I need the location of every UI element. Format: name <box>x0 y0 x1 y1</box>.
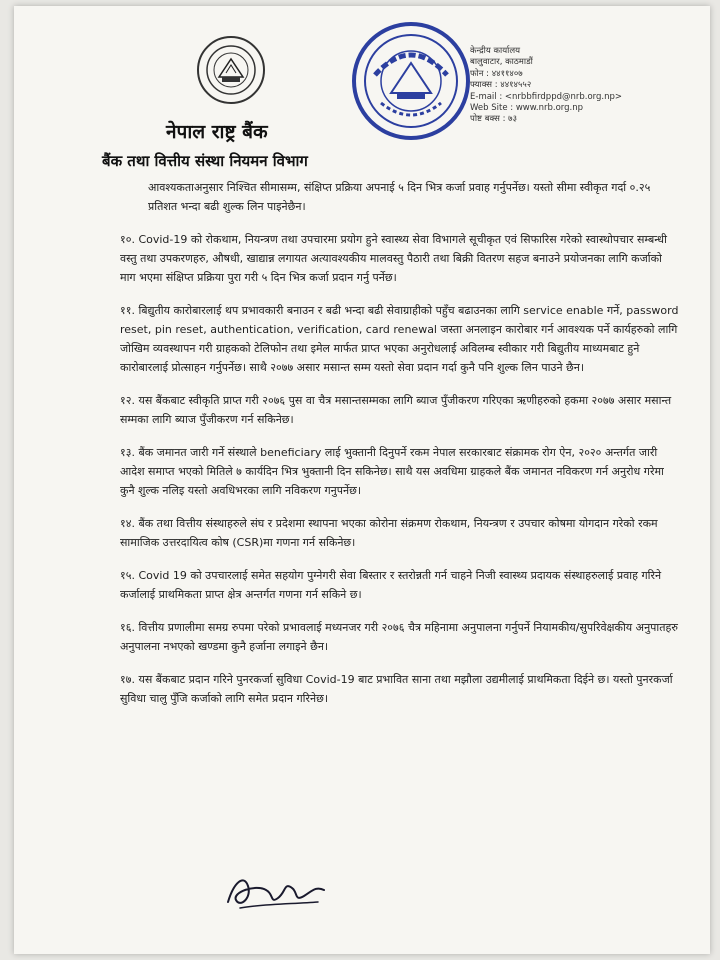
address-line: केन्द्रीय कार्यालय <box>470 46 521 56</box>
item-number: १३. <box>120 446 135 459</box>
item-text: Covid-19 को रोकथाम, नियन्त्रण तथा उपचारमा प्रयोग हुने स्वास्थ्य सेवा विभागले सूचीकृत एवं सिफारिस गरेको स्वास्थोपचार सम्बन्धी वस्तु तथा उपकरणहरु, औषधी, खाद्यान्न लगायत अत्यावश्यकीय मालवस्तु पैठारी तथा बिक्री वितरण सहज बनाउने प्रयोजनका लागि कर्जाको माग भएमा संक्षिप्त प्रक्रिया पुरा गरी ५ दिन भित्र कर्जा प्रदान गर्नु पर्नेछ। <box>120 233 667 284</box>
fax-line: फ्याक्स : ४४१४५५२ <box>470 80 532 91</box>
intro-paragraph: आवश्यकताअनुसार निश्चित सीमासम्म, संक्षिप्त प्रक्रिया अपनाई ५ दिन भित्र कर्जा प्रवाह गर्नुपर्नेछ। यस्तो सीमा स्वीकृत गर्दा ०.२५ प्रतिशत भन्दा बढी शुल्क लिन पाइनेछैन। <box>148 181 651 213</box>
phone-line: फोन : ४४११४०७ <box>470 68 523 79</box>
list-item <box>120 618 680 656</box>
list-item <box>120 514 680 552</box>
email-line: E-mail : <nrbbfirdppd@nrb.org.np> <box>470 91 623 102</box>
item-text: बिद्युतीय कारोबारलाई थप प्रभावकारी बनाउन र बढी भन्दा बढी सेवाग्राहीको पहुँच बढाउनका लागि service enable गर्ने, password reset, pin reset, authentication, verification, card renewal जस्ता अनलाइन कारोबार गर्न आवश्यक पर्ने कार्यहरुको लागि जोखिम व्यवस्थापन गरी ग्राहकको टेलिफोन तथा इमेल मार्फत प्राप्त भएका अनुरोधलाई अविलम्ब स्वीकार गरी बिद्युतीय माध्यमबाट हुने कारोबारलाई प्रोत्साहन गर्नुपर्नेछ। साथै २०७७ असार मसान्त सम्म यस्तो सेवा प्रदान गर्दा कुनै पनि शुल्क लिन पाउने छैन। <box>120 304 679 374</box>
item-number: १४. <box>120 517 135 530</box>
item-number: ११. <box>120 304 135 317</box>
item-number: १५. <box>120 569 135 582</box>
list-item <box>120 391 680 429</box>
item-number: १०. <box>120 233 135 246</box>
address-line: बालुवाटार, काठमाडौं <box>470 57 533 68</box>
document-body <box>120 178 680 722</box>
item-number: १२. <box>120 394 135 407</box>
po-box-line: पोष्ट बक्स : ७३ <box>470 114 517 125</box>
item-text: वित्तीय प्रणालीमा समग्र रुपमा परेको प्रभावलाई मध्यनजर गरी २०७६ चैत्र महिनामा अनुपालना गर्नुपर्ने नियामकीय/सुपरिवेक्षकीय अनुपातहरु अनुपालना नभएको खण्डमा कुनै हर्जाना लगाइने छैन। <box>120 621 678 653</box>
list-item <box>120 670 680 708</box>
address-block <box>470 46 622 126</box>
item-text: यस बैंकबाट प्रदान गरिने पुनरकर्जा सुविधा Covid-19 बाट प्रभावित साना तथा मझौला उद्यमीलाई प्राथमिकता दिईने छ। यस्तो पुनरकर्जा सुविधा चालु पुँजि कर्जाको लागि समेत प्रदान गरिनेछ। <box>120 673 673 705</box>
list-item <box>120 301 680 377</box>
item-number: १७. <box>120 673 135 686</box>
letter-sheet <box>14 6 710 954</box>
signature <box>222 864 332 918</box>
list-item <box>120 443 680 500</box>
nrb-emblem-logo <box>197 36 265 104</box>
item-text: बैंक तथा वित्तीय संस्थाहरुले संघ र प्रदेशमा स्थापना भएका कोरोना संक्रमण रोकथाम, नियन्त्रण र उपचार कोषमा योगदान गरेको रकम सामाजिक उत्तरदायित्व कोष (CSR)मा गणना गर्न सकिनेछ। <box>120 517 658 549</box>
item-text: यस बैंकबाट स्वीकृति प्राप्त गरी २०७६ पुस वा चैत्र मसान्तसम्मका लागि ब्याज पुँजीकरण गरिएका ऋणीहरुको हकमा २०७७ असार मसान्त सम्मका लागि ब्याज पुँजीकरण गर्न सकिनेछ। <box>120 394 672 426</box>
item-text: बैंक जमानत जारी गर्ने संस्थाले beneficiary लाई भुक्तानी दिनुपर्ने रकम नेपाल सरकारबाट संक्रामक रोग ऐन, २०२० अन्तर्गत जारी आदेश समाप्त भएको मितिले ७ कार्यदिन भित्र भुक्तानी दिन सकिनेछ। साथै यस अवधिमा ग्राहकले बैंक जमानत नविकरण गर्न अनुरोध गरेमा कुनै शुल्क नलिइ यस्तो अवधिभरका लागि नविकरण गनुपर्नेछ। <box>120 446 664 497</box>
list-item <box>120 566 680 604</box>
item-text: Covid 19 को उपचारलाई समेत सहयोग पुग्नेगरी सेवा बिस्तार र स्तरोन्नती गर्न चाहने निजी स्वास्थ्य प्रदायक संस्थाहरुलाई प्रवाह गरिने कर्जालाई प्राथमिकता प्राप्त क्षेत्र अन्तर्गत गणना गर्न सकिने छ। <box>120 569 662 601</box>
website-line: Web Site : www.nrb.org.np <box>470 103 584 114</box>
list-item <box>120 230 680 287</box>
item-number: १६. <box>120 621 135 634</box>
bank-name: नेपाल राष्ट्र बैंक <box>166 121 268 143</box>
nrb-seal-logo <box>352 22 470 140</box>
department-name: बैंक तथा वित्तीय संस्था नियमन विभाग <box>102 152 308 170</box>
